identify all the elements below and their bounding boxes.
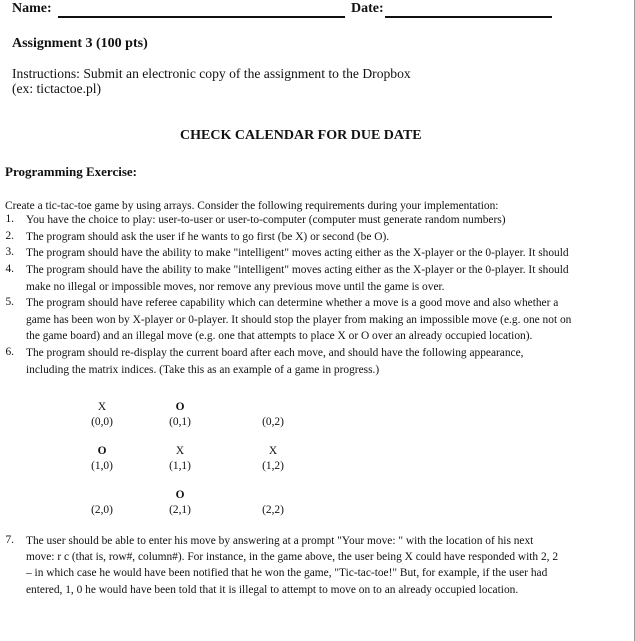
- requirement-7-text-line: move: r c (that is, row#, column#). For instance, in the game above, the user being X could have responded with 2, 2: [26, 551, 559, 564]
- date-blank-line: [385, 16, 552, 18]
- board-cell: [243, 400, 303, 430]
- board-cell: [72, 444, 132, 474]
- requirement-text-line: including the matrix indices. (Take this as an example of a game in progress.): [26, 363, 380, 376]
- intro-text: Create a tic-tac-toe game by using arrays. Consider the following requirements during your implementation:: [5, 200, 499, 212]
- name-label: Name:: [12, 1, 52, 16]
- board-cell: [243, 488, 303, 518]
- requirement-number: 5.: [5, 296, 14, 308]
- requirement-text-line: The program should have referee capability which can determine whether a move is a good move and also whether a: [26, 297, 559, 309]
- cell-index: (0,0): [91, 416, 113, 428]
- cell-index: (0,1): [169, 416, 191, 428]
- name-blank-line: [58, 16, 345, 18]
- cell-index: (1,1): [169, 460, 191, 472]
- board-cell: [72, 400, 132, 430]
- cell-index: (0,2): [262, 416, 284, 428]
- board-cell: [243, 444, 303, 474]
- cell-index: (2,1): [169, 504, 191, 516]
- instructions-line-2: (ex: tictactoe.pl): [12, 81, 102, 96]
- requirement-number: 7.: [5, 534, 14, 546]
- requirement-number: 2.: [5, 230, 14, 242]
- x-mark: X: [97, 401, 107, 413]
- x-mark: X: [268, 445, 278, 457]
- empty-mark: [243, 488, 303, 503]
- date-label: Date:: [351, 1, 384, 16]
- requirement-7-text-line: entered, 1, 0 he would have been told that it is illegal to attempt to move on to an already occupied location.: [26, 583, 519, 596]
- board-cell: [150, 444, 210, 474]
- board-cell: [150, 488, 210, 518]
- cell-index: (2,2): [262, 504, 284, 516]
- requirement-7-text-line: The user should be able to enter his move by answering at a prompt "Your move: " with the location of his next: [26, 535, 534, 547]
- x-mark: X: [175, 445, 185, 457]
- cell-index: (1,2): [262, 460, 284, 472]
- o-mark: O: [97, 445, 107, 457]
- cell-index: (2,0): [91, 504, 113, 516]
- requirement-number: 1.: [5, 213, 14, 225]
- o-mark: O: [175, 489, 185, 501]
- requirement-text-line: the game board) and an illegal move (e.g. one that attempts to place X or O over an already occupied location).: [26, 330, 533, 343]
- requirement-text-line: The program should re-display the current board after each move, and should have the following appearance,: [26, 347, 524, 359]
- requirement-text-line: make no illegal or impossible moves, nor remove any previous move until the game is over.: [26, 280, 445, 293]
- requirement-7-text-line: – in which case he would have been notified that he won the game, "Tic-tac-toe!" But, for example, if the user had: [26, 567, 548, 580]
- board-cell: [150, 400, 210, 430]
- section-title: Programming Exercise:: [5, 164, 138, 179]
- due-date-notice: CHECK CALENDAR FOR DUE DATE: [180, 128, 422, 143]
- cell-index: (1,0): [91, 460, 113, 472]
- requirement-text-line: The program should have the ability to make "intelligent" moves acting either as the X-player or the 0-player. It should: [26, 247, 569, 259]
- instructions-line-1: Instructions: Submit an electronic copy of the assignment to the Dropbox: [12, 66, 411, 81]
- board-cell: [72, 488, 132, 518]
- requirement-text-line: The program should ask the user if he wants to go first (be X) or second (be O).: [26, 231, 390, 243]
- requirement-number: 3.: [5, 246, 14, 258]
- empty-mark: [72, 488, 132, 503]
- empty-mark: [243, 400, 303, 415]
- requirement-number: 6.: [5, 346, 14, 358]
- requirement-text-line: The program should have the ability to make "intelligent" moves acting either as the X-player or the 0-player. It should: [26, 264, 569, 276]
- requirement-number: 4.: [5, 263, 14, 275]
- o-mark: O: [175, 401, 185, 413]
- requirement-text-line: You have the choice to play: user-to-user or user-to-computer (computer must generate random numbers): [26, 214, 506, 226]
- assignment-title: Assignment 3 (100 pts): [12, 36, 148, 51]
- requirement-text-line: game has been won by X-player or 0-player. It should stop the player from making an impossible move (e.g. one not on: [26, 313, 572, 326]
